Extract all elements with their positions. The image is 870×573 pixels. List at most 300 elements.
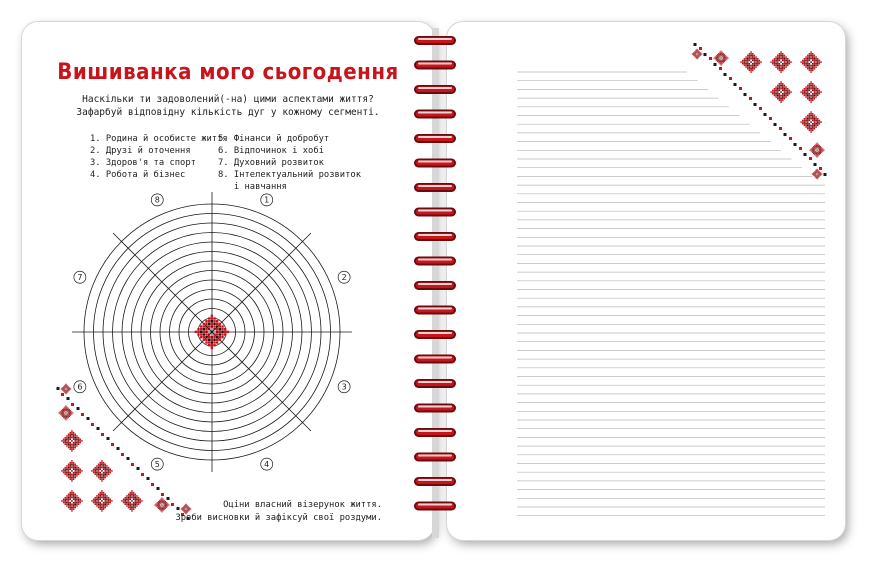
stitch <box>75 470 77 472</box>
stitch <box>810 81 812 83</box>
stitch <box>71 467 73 469</box>
stitch <box>721 61 722 62</box>
stitch <box>714 63 717 66</box>
stitch <box>724 59 725 60</box>
stitch <box>71 460 73 462</box>
stitch <box>130 499 132 501</box>
stitch <box>723 62 724 63</box>
stitch <box>811 148 812 149</box>
stitch <box>211 331 213 333</box>
stitch <box>810 113 812 115</box>
stitch <box>813 150 814 151</box>
stitch <box>68 409 69 410</box>
stitch <box>205 320 207 322</box>
stitch <box>75 445 77 447</box>
stitch <box>698 50 699 51</box>
stitch <box>789 93 791 95</box>
stitch <box>817 95 819 97</box>
stitch <box>70 497 72 499</box>
stitch <box>100 474 102 476</box>
stitch <box>696 52 697 53</box>
stitch <box>111 500 113 502</box>
stitch <box>716 59 717 60</box>
subtitle-line-2: Зафарбуй відповідну кількість дуг у кожному сегменті. <box>76 107 380 118</box>
stitch <box>75 469 77 471</box>
stitch <box>815 118 817 120</box>
stitch <box>814 90 816 92</box>
stitch <box>694 53 695 54</box>
stitch <box>71 504 73 506</box>
stitch <box>185 504 186 505</box>
stitch <box>80 469 82 471</box>
stitch <box>749 56 751 58</box>
stitch <box>219 339 221 341</box>
stitch <box>61 393 64 396</box>
stitch <box>812 60 814 62</box>
stitch <box>810 85 812 87</box>
stitch <box>130 509 132 511</box>
stitch <box>790 61 792 63</box>
stitch <box>163 506 164 507</box>
segment-number: 8 <box>154 195 160 205</box>
stitch <box>123 502 125 504</box>
stitch <box>98 474 100 476</box>
stitch <box>697 55 698 56</box>
stitch <box>163 502 164 503</box>
stitch <box>805 120 807 122</box>
stitch <box>821 150 822 151</box>
stitch <box>93 472 95 474</box>
stitch <box>98 497 100 499</box>
spiral-ring-shine <box>418 136 452 138</box>
stitch <box>820 151 821 152</box>
stitch <box>75 474 77 476</box>
stitch <box>101 509 103 511</box>
stitch <box>814 88 816 90</box>
stitch <box>103 505 105 507</box>
stitch <box>135 500 137 502</box>
stitch <box>183 510 184 511</box>
stitch <box>815 175 816 176</box>
stitch <box>693 55 694 56</box>
stitch <box>725 55 726 56</box>
stitch <box>164 507 165 508</box>
stitch <box>182 509 183 510</box>
stitch <box>818 174 819 175</box>
stitch <box>812 150 813 151</box>
stitch <box>805 61 807 63</box>
stitch <box>722 53 723 54</box>
stitch <box>108 467 110 469</box>
stitch <box>160 509 161 510</box>
stitch <box>98 504 100 506</box>
stitch <box>812 96 814 98</box>
stitch <box>96 467 98 469</box>
stitch <box>103 474 105 476</box>
stitch <box>71 492 73 494</box>
stitch <box>780 81 782 83</box>
stitch <box>698 55 699 56</box>
stitch <box>65 470 67 472</box>
stitch <box>208 323 210 325</box>
stitch <box>161 493 164 496</box>
stitch <box>818 176 819 177</box>
spiral-ring-shine <box>418 430 452 432</box>
stitch <box>106 474 108 476</box>
stitch <box>772 90 774 92</box>
stitch <box>160 510 161 511</box>
stitch <box>804 125 806 127</box>
stitch <box>785 56 787 58</box>
stitch <box>161 502 162 503</box>
stitch <box>805 90 807 92</box>
stitch <box>785 91 787 93</box>
stitch <box>66 388 67 389</box>
stitch <box>63 411 64 412</box>
stitch <box>817 65 819 67</box>
stitch <box>103 494 105 496</box>
stitch <box>818 176 819 177</box>
stitch <box>187 509 188 510</box>
stitch <box>70 475 72 477</box>
stitch <box>138 504 140 506</box>
stitch <box>695 56 696 57</box>
stitch <box>98 469 100 471</box>
stitch <box>73 445 75 447</box>
stitch <box>721 63 722 64</box>
stitch <box>75 444 77 446</box>
stitch <box>66 384 67 385</box>
stitch <box>810 128 812 130</box>
stitch <box>723 61 724 62</box>
stitch <box>105 465 107 467</box>
stitch <box>719 62 720 63</box>
stitch <box>814 68 816 70</box>
stitch <box>815 91 817 93</box>
stitch <box>812 100 814 102</box>
stitch <box>76 497 78 499</box>
stitch <box>156 504 157 505</box>
stitch <box>750 71 752 73</box>
stitch <box>66 386 67 387</box>
stitch <box>774 63 776 65</box>
stitch <box>814 146 815 147</box>
stitch <box>69 414 70 415</box>
stitch <box>814 175 815 176</box>
stitch <box>70 479 72 481</box>
stitch <box>183 508 184 509</box>
stitch <box>807 128 809 130</box>
stitch <box>161 511 162 512</box>
stitch <box>698 57 699 58</box>
stitch <box>814 150 815 151</box>
stitch <box>211 320 213 322</box>
embroidery-motif <box>121 490 142 512</box>
stitch <box>101 462 103 464</box>
stitch <box>779 85 781 87</box>
stitch <box>812 118 814 120</box>
stitch <box>95 497 97 499</box>
stitch <box>103 469 105 471</box>
stitch <box>106 497 108 499</box>
stitch <box>66 472 68 474</box>
stitch <box>101 479 103 481</box>
stitch <box>782 85 784 87</box>
stitch <box>68 415 69 416</box>
stitch <box>63 412 64 413</box>
stitch <box>718 58 719 59</box>
stitch <box>775 65 777 67</box>
stitch <box>186 510 187 511</box>
stitch <box>76 502 78 504</box>
stitch <box>69 409 70 410</box>
aspect-item: 3. Здоров'я та спорт <box>90 158 196 168</box>
stitch <box>757 58 759 60</box>
stitch <box>817 143 818 144</box>
stitch <box>814 55 816 57</box>
stitch <box>71 412 72 413</box>
stitch <box>165 508 166 509</box>
stitch <box>221 331 223 333</box>
stitch <box>108 469 110 471</box>
stitch <box>166 504 167 505</box>
stitch <box>71 490 73 492</box>
stitch <box>213 333 215 335</box>
stitch <box>807 125 809 127</box>
stitch <box>73 477 75 479</box>
stitch <box>749 68 751 70</box>
stitch <box>721 52 722 53</box>
stitch <box>211 317 213 319</box>
stitch <box>62 414 63 415</box>
stitch <box>106 500 108 502</box>
stitch <box>817 177 818 178</box>
stitch <box>820 146 821 147</box>
stitch <box>820 174 821 175</box>
stitch <box>774 58 776 60</box>
stitch <box>809 128 811 130</box>
stitch <box>78 500 80 502</box>
stitch <box>818 155 819 156</box>
stitch <box>807 123 809 125</box>
stitch <box>135 502 137 504</box>
stitch <box>197 331 199 333</box>
stitch <box>755 66 757 68</box>
stitch <box>812 83 814 85</box>
stitch <box>817 123 819 125</box>
stitch <box>775 91 777 93</box>
stitch <box>98 472 100 474</box>
stitch <box>221 336 223 338</box>
stitch <box>73 495 75 497</box>
stitch <box>100 479 102 481</box>
stitch <box>63 390 64 391</box>
stitch <box>819 93 821 95</box>
stitch <box>815 145 816 146</box>
stitch <box>701 53 702 54</box>
stitch <box>165 503 166 504</box>
stitch <box>814 85 816 87</box>
stitch <box>70 389 71 390</box>
stitch <box>71 494 73 496</box>
stitch <box>128 505 130 507</box>
stitch <box>77 407 80 410</box>
stitch <box>111 443 114 446</box>
stitch <box>715 56 716 57</box>
stitch <box>61 415 62 416</box>
stitch <box>817 174 818 175</box>
stitch <box>105 500 107 502</box>
stitch <box>816 171 817 172</box>
stitch <box>775 60 777 62</box>
stitch <box>165 507 166 508</box>
stitch <box>67 416 68 417</box>
stitch <box>815 121 817 123</box>
stitch <box>813 146 814 147</box>
stitch <box>213 336 215 338</box>
stitch <box>159 508 160 509</box>
stitch <box>813 148 814 149</box>
stitch <box>780 95 782 97</box>
stitch <box>817 91 819 93</box>
stitch <box>165 501 166 502</box>
stitch <box>110 502 112 504</box>
embroidery-motif <box>61 384 72 395</box>
embroidery-motif <box>61 430 82 452</box>
stitch <box>810 121 812 123</box>
stitch <box>810 101 812 103</box>
stitch <box>754 65 756 67</box>
stitch <box>787 63 789 65</box>
stitch <box>819 147 820 148</box>
stitch <box>807 93 809 95</box>
stitch <box>724 54 725 55</box>
stitch <box>211 325 213 327</box>
stitch <box>183 509 184 510</box>
left-page <box>22 22 434 540</box>
stitch <box>73 464 75 466</box>
stitch <box>216 333 218 335</box>
stitch <box>809 86 811 88</box>
stitch <box>224 328 226 330</box>
stitch <box>810 100 812 102</box>
stitch <box>65 504 67 506</box>
stitch <box>812 53 814 55</box>
stitch <box>68 504 70 506</box>
stitch <box>814 86 816 88</box>
stitch <box>157 506 158 507</box>
stitch <box>812 174 813 175</box>
stitch <box>775 95 777 97</box>
stitch <box>772 61 774 63</box>
stitch <box>819 61 821 63</box>
stitch <box>784 93 786 95</box>
stitch <box>208 333 210 335</box>
stitch <box>67 397 70 400</box>
aspect-item: 2. Друзі й оточення <box>90 146 191 156</box>
stitch <box>105 464 107 466</box>
stitch <box>818 172 819 173</box>
stitch <box>159 506 160 507</box>
stitch <box>103 462 105 464</box>
stitch <box>123 499 125 501</box>
stitch <box>65 405 66 406</box>
stitch <box>63 470 65 472</box>
stitch <box>95 467 97 469</box>
stitch <box>810 150 811 151</box>
stitch <box>815 154 816 155</box>
stitch <box>67 386 68 387</box>
stitch <box>61 389 62 390</box>
stitch <box>747 58 749 60</box>
stitch <box>700 55 701 56</box>
stitch <box>98 500 100 502</box>
stitch <box>69 388 70 389</box>
stitch <box>76 470 78 472</box>
stitch <box>819 150 820 151</box>
stitch <box>65 392 66 393</box>
stitch <box>816 178 817 179</box>
stitch <box>68 474 70 476</box>
stitch <box>216 341 218 343</box>
stitch <box>187 506 188 507</box>
stitch <box>819 120 821 122</box>
stitch <box>809 130 811 132</box>
stitch <box>784 60 786 62</box>
stitch <box>73 504 75 506</box>
stitch <box>161 497 162 498</box>
stitch <box>698 57 699 58</box>
stitch <box>158 504 159 505</box>
stitch <box>105 467 107 469</box>
stitch <box>807 68 809 70</box>
stitch <box>717 61 718 62</box>
stitch <box>96 500 98 502</box>
stitch <box>699 51 700 52</box>
stitch <box>211 323 213 325</box>
stitch <box>759 63 761 65</box>
stitch <box>78 439 80 441</box>
stitch <box>69 387 70 388</box>
stitch <box>700 52 701 53</box>
stitch <box>719 53 720 54</box>
stitch <box>697 56 698 57</box>
stitch <box>785 61 787 63</box>
stitch <box>716 60 717 61</box>
stitch <box>817 170 818 171</box>
stitch <box>812 152 813 153</box>
stitch <box>100 467 102 469</box>
stitch <box>71 450 73 452</box>
stitch <box>167 503 168 504</box>
stitch <box>809 65 811 67</box>
stitch <box>110 500 112 502</box>
stitch <box>68 497 70 499</box>
stitch <box>784 56 786 58</box>
stitch <box>185 506 186 507</box>
stitch <box>108 474 110 476</box>
stitch <box>78 440 80 442</box>
stitch <box>133 492 135 494</box>
stitch <box>784 95 786 97</box>
stitch <box>100 475 102 477</box>
stitch <box>216 320 218 322</box>
stitch <box>183 509 184 510</box>
stitch <box>812 148 813 149</box>
stitch <box>742 63 744 65</box>
stitch <box>810 96 812 98</box>
stitch <box>64 387 65 388</box>
